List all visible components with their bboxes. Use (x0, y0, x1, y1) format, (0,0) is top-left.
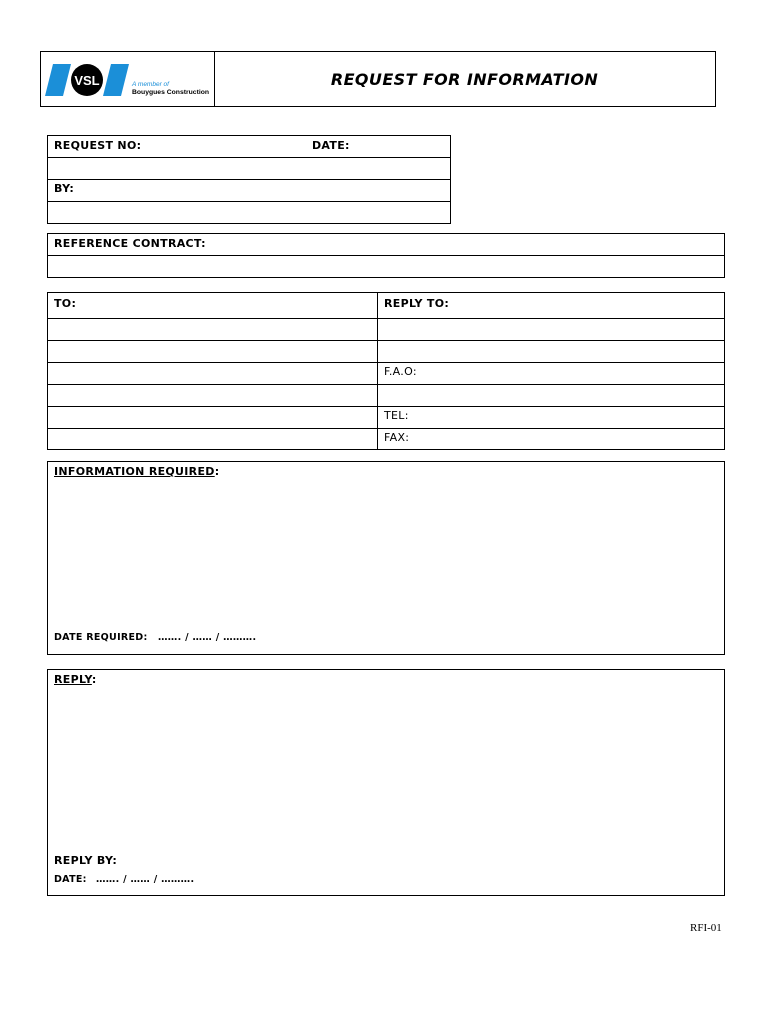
request-no-label: REQUEST NO: (54, 139, 142, 152)
column-divider (377, 293, 378, 449)
address-row[interactable] (48, 428, 724, 429)
request-details-box (47, 135, 451, 224)
svg-text:VSL: VSL (74, 73, 100, 88)
reply-box[interactable] (47, 669, 725, 896)
reply-heading: REPLY: (54, 673, 97, 686)
date-required-placeholder: ……. / …… / ………. (158, 632, 257, 643)
fax-label: FAX: (384, 431, 410, 444)
address-row[interactable] (48, 406, 724, 407)
form-header (40, 51, 716, 107)
address-row[interactable] (48, 362, 724, 363)
address-row[interactable] (48, 318, 724, 319)
information-required-box[interactable] (47, 461, 725, 655)
reply-date-placeholder: ……. / …… / ………. (96, 874, 195, 885)
address-row[interactable] (48, 340, 724, 341)
reply-by-label: REPLY BY: (54, 854, 118, 867)
svg-text:A member of: A member of (132, 81, 169, 88)
form-code: RFI-01 (690, 922, 722, 934)
date-label: DATE: (312, 139, 350, 152)
by-row (48, 179, 450, 202)
company-logo (41, 52, 215, 106)
reply-to-label: REPLY TO: (384, 297, 450, 310)
request-no-field[interactable] (48, 157, 450, 180)
reference-contract-label: REFERENCE CONTRACT: (54, 237, 206, 250)
address-table (47, 292, 725, 450)
to-label: TO: (54, 297, 77, 310)
page-title: REQUEST FOR INFORMATION (330, 69, 599, 89)
fao-label: F.A.O: (384, 365, 417, 378)
by-field[interactable] (48, 201, 450, 224)
date-required-label: DATE REQUIRED: (54, 632, 148, 643)
reply-date-label: DATE: (54, 874, 87, 885)
information-required-heading: INFORMATION REQUIRED: (54, 465, 220, 478)
svg-text:Bouygues Construction: Bouygues Construction (132, 89, 210, 96)
address-row[interactable] (48, 384, 724, 385)
tel-label: TEL: (384, 409, 409, 422)
reference-contract-field[interactable] (48, 255, 724, 278)
by-label: BY: (54, 182, 75, 195)
vsl-logo-icon (41, 52, 214, 108)
reference-contract-box (47, 233, 725, 278)
